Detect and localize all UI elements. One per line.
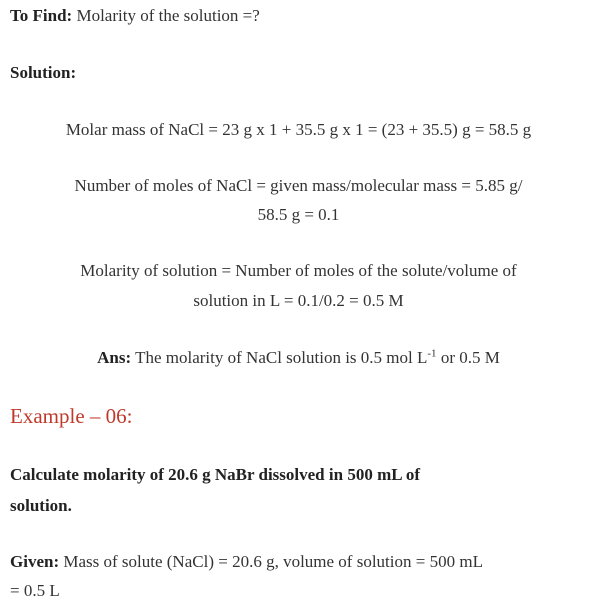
answer-label: Ans: — [97, 348, 132, 367]
molar-mass-step: Molar mass of NaCl = 23 g x 1 + 35.5 g x 1 = (23 + 35.5) g = 58.5 g — [65, 120, 532, 139]
moles-step-line1: Number of moles of NaCl = given mass/molecular mass = 5.85 g/ — [74, 176, 523, 195]
solution-label — [10, 63, 76, 83]
to-find-label: To Find: — [10, 6, 73, 25]
given-text-1: Mass of solute (NaCl) = 20.6 g, volume of solution = 500 mL — [59, 552, 483, 571]
problem-line2 — [10, 496, 72, 516]
molarity-step-line2: solution in L = 0.1/0.2 = 0.5 M — [193, 291, 404, 310]
example-heading: Example – 06: — [10, 404, 133, 428]
given-label: Given: — [10, 552, 60, 571]
given-line1 — [10, 552, 483, 572]
answer-line — [0, 348, 597, 368]
problem-line1 — [10, 465, 420, 485]
solution-heading: Solution: — [10, 63, 77, 82]
to-find-line — [10, 6, 260, 26]
given-line2: = 0.5 L — [10, 581, 60, 600]
moles-step-line2: 58.5 g = 0.1 — [257, 205, 340, 224]
answer-superscript: -1 — [427, 347, 437, 360]
molarity-step-line1: Molarity of solution = Number of moles of the solute/volume of — [80, 261, 517, 280]
answer-text-end: or 0.5 M — [436, 348, 500, 367]
problem-text-2: solution. — [10, 496, 72, 515]
answer-text: The molarity of NaCl solution is 0.5 mol L — [131, 348, 428, 367]
problem-text-1: Calculate molarity of 20.6 g NaBr dissolved in 500 mL of — [10, 465, 421, 484]
to-find-text: Molarity of the solution =? — [72, 6, 260, 25]
